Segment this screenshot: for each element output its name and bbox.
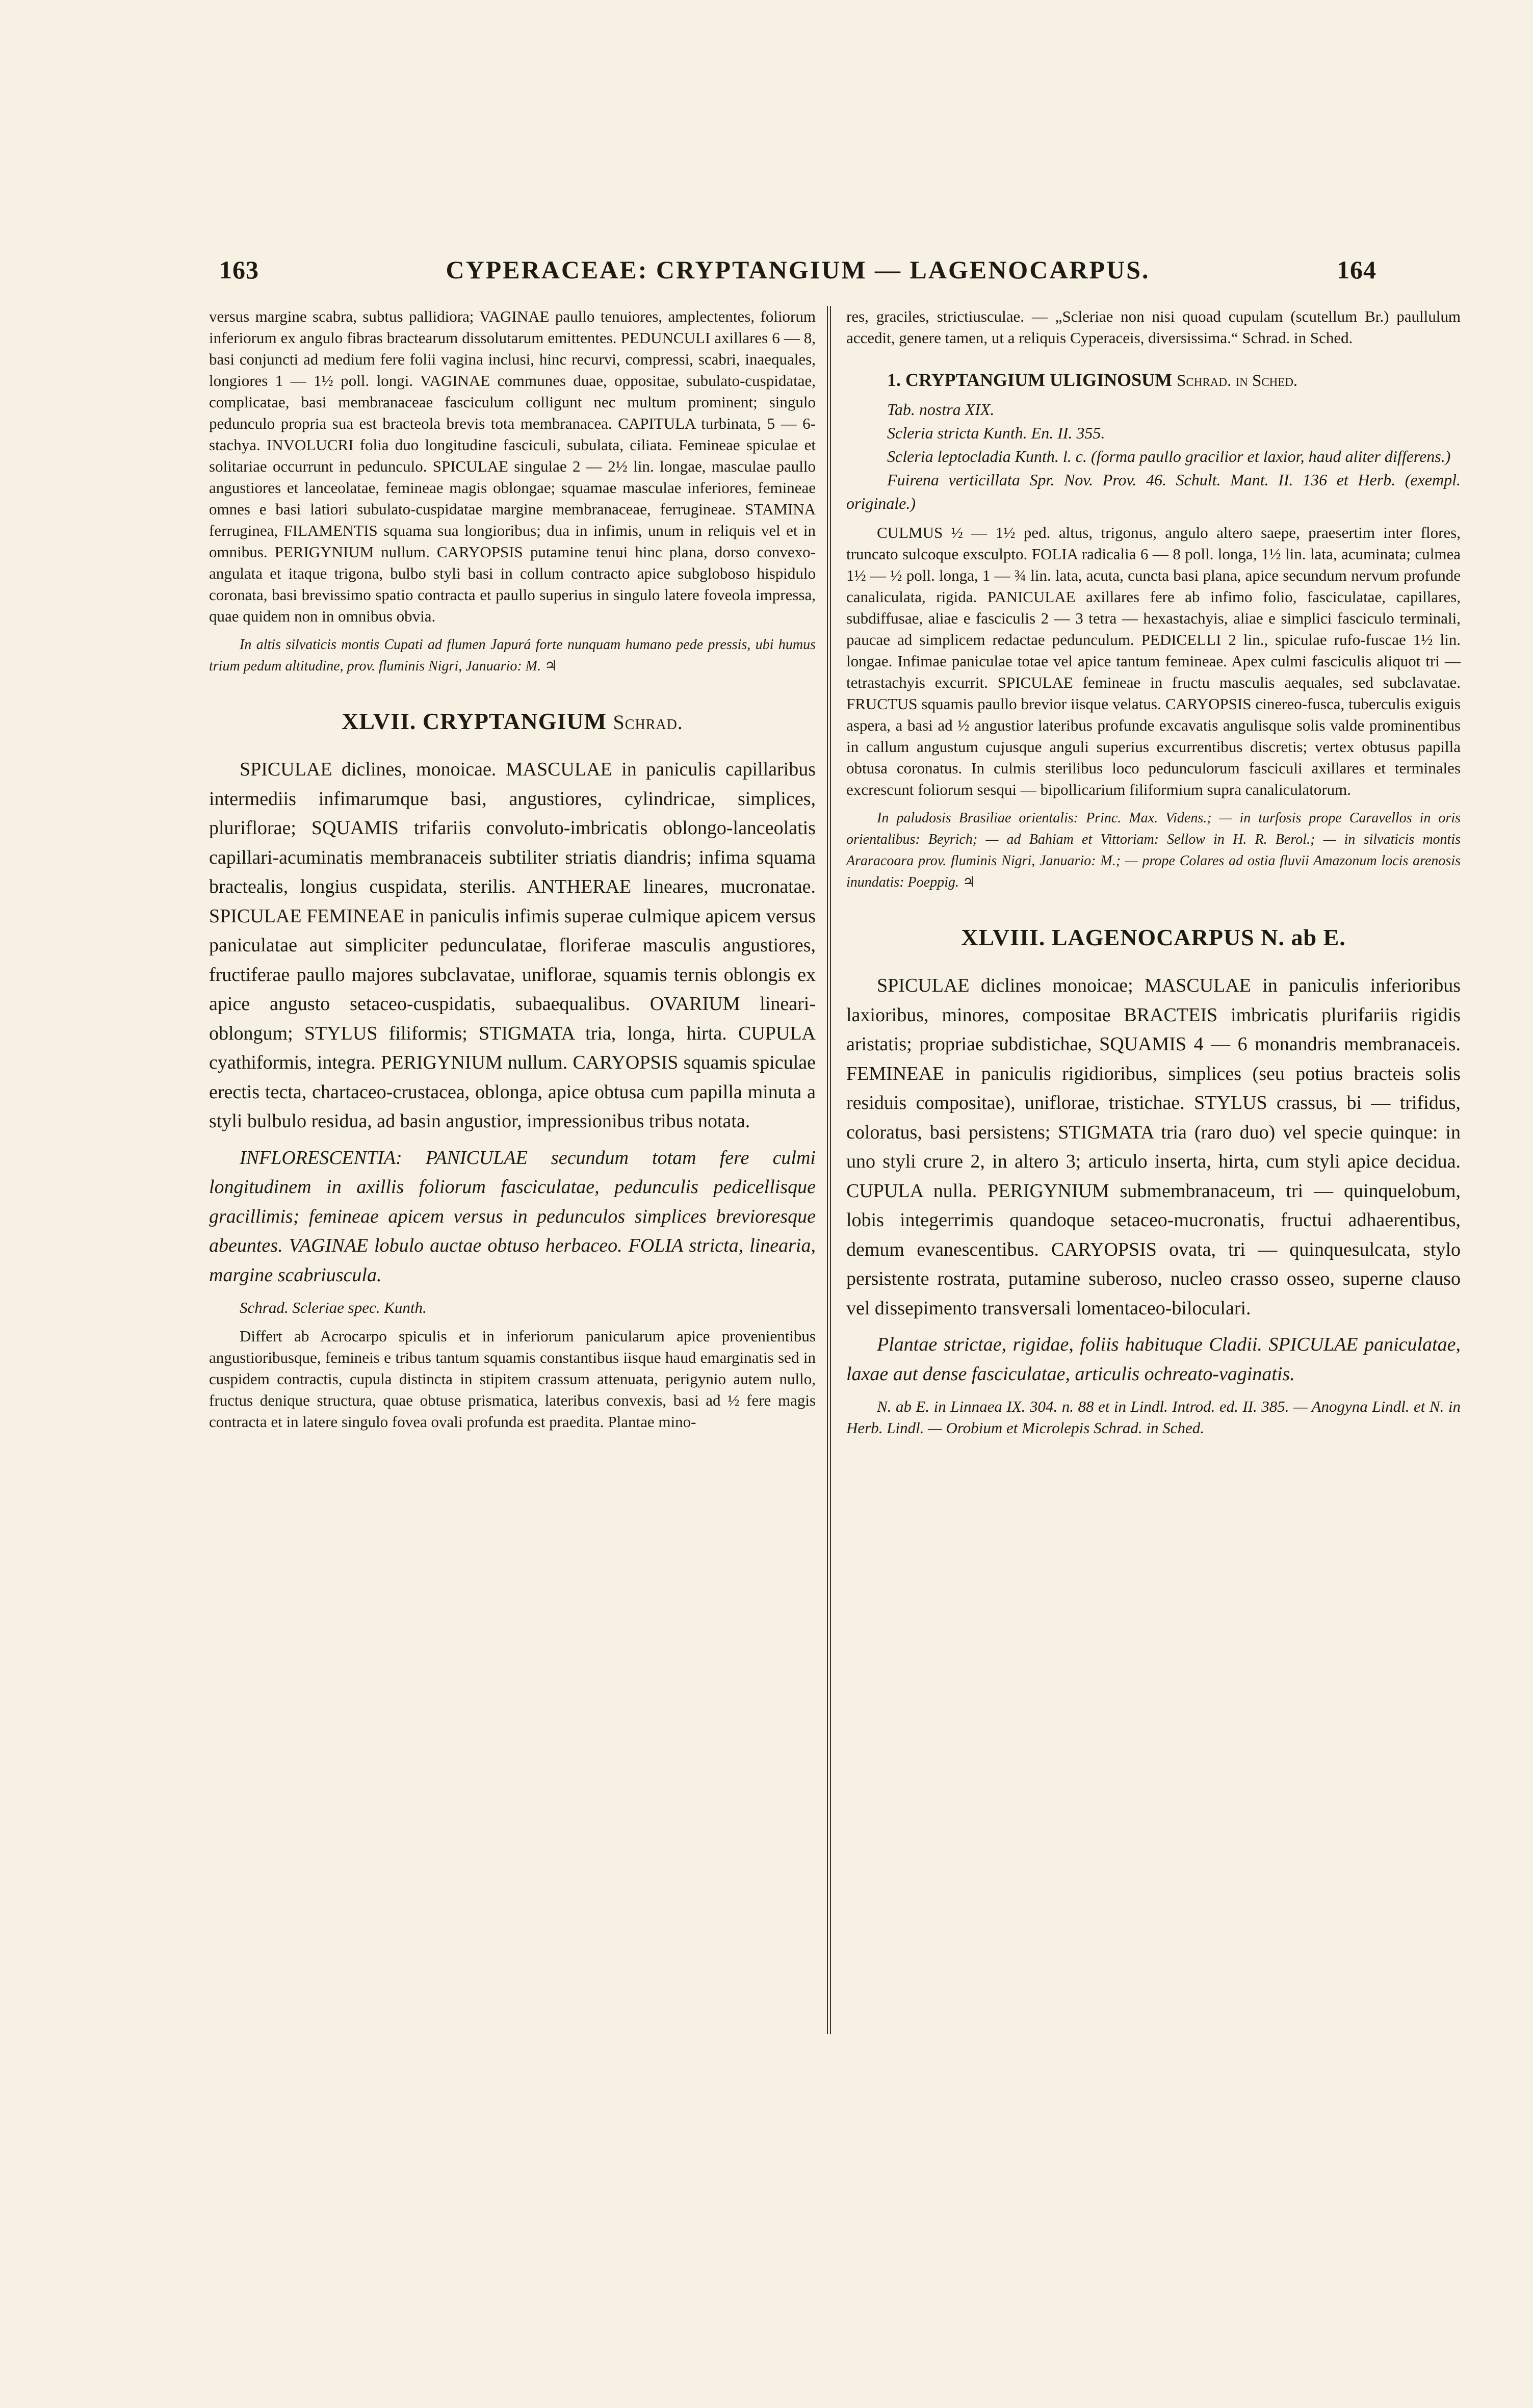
genus-name: XLVII. CRYPTANGIUM — [342, 708, 607, 734]
habit-paragraph: Plantae strictae, rigidae, foliis habituque Cladii. SPICULAE paniculatae, laxae aut dense fasciculatae, articulis ochreato-vaginatis. — [846, 1334, 1461, 1385]
description-paragraph: versus margine scabra, subtus pallidiora; VAGINAE paullo tenuiores, amplectentes, foliorum inferiorum ex angulo fibras bractearum dissolutarum emittentes. PEDUNCULI axillares 6 — 8, basi conjuncti ad medium fere folii vagina inclusi, hinc recurvi, compressi, scabri, inaequales, longiores 1 — 1½ poll. longi. VAGINAE communes duae, oppositae, subulato-cuspidatae, complicatae, basi membranaceae fasciculum colligunt nec multum prominent; singulo pedunculo propria sua est bracteola brevis tota membranacea. CAPITULA turbinata, 5 — 6-stachya. INVOLUCRI folia duo longitudine fasciculi, subulata, ciliata. Femineae spiculae et solitariae occurrunt in pedunculo. SPICULAE singulae 2 — 2½ lin. longae, masculae paullo angustiores et lanceolatae, femineae magis oblongae; squamae masculae inferiores, femineae omnes e basi latiori subulato-cuspidatae margine membranaceae, ferrugineae. STAMINA ferruginea, FILAMENTIS squama sua longioribus; dua in infimis, unum in reliquis vel et in omnibus. PERIGYNIUM nullum. CARYOPSIS putamine tenui hinc plana, dorso convexo-angulata et itaque trigona, bulbo styli basi in collum contracto apice subgloboso hispidulo coronata, basi brevissimo spatio contracta et paullo superius in singulo latere foveola impressa, quae quidem non in omnibus obvia. — [209, 307, 816, 625]
right-column — [846, 306, 1461, 1439]
references-paragraph: N. ab E. in Linnaea IX. 304. n. 88 et in Lindl. Introd. ed. II. 385. — Anogyna Lindl. et N. in Herb. Lindl. — Orobium et Microlepis Schrad. in Sched. — [846, 1397, 1461, 1437]
synonym-1: Scleria stricta Kunth. En. II. 355. — [887, 424, 1105, 442]
synonym-plate: Tab. nostra XIX. — [887, 400, 995, 419]
page-number-right: 164 — [1337, 255, 1376, 284]
left-column — [209, 306, 816, 1433]
differential-paragraph: Differt ab Acrocarpo spiculis et in inferiorum panicularum apice provenientibus angustioribusque, femineis e tribus tantum squamis constantibus iisque haud emarginatis sed in cuspidem contractis, cupula distincta in stipitem crassum attenuata, perigynio autem nullo, fructus denique structura, quae obtuse prismatica, lateribus convexis, basi ad ½ fere magis contracta et in latere singulo fovea ovali profunda est praedita. Plantae mino- — [209, 1327, 816, 1431]
genus-description: SPICULAE diclines monoicae; MASCULAE in paniculis inferioribus laxioribus, minores, compositae BRACTEIS imbricatis plurifariis rigidis aristatis; propriae subdistichae, SQUAMIS 4 — 6 monandris membranaceis. FEMINEAE in paniculis rigidioribus, simplices (seu potius bracteis solis residuis compositae), uniflorae, tristichae. STYLUS crassus, bi — trifidus, coloratus, basi persistens; STIGMATA tria (raro duo) vel specie quinque: in uno styli crure 2, in altero 3; articulo inserta, hirta, cum styli apice decidua. CUPULA nulla. PERIGYNIUM submembranaceum, tri — quinquelobum, lobis integerrimis quandoque setaceo-mucronatis, fructui adhaerentibus, demum evanescentibus. CARYOPSIS ovata, tri — quinquesulcata, stylo persistente rostrata, putamine suberoso, nucleo crasso osseo, superne clauso vel dissepimento transversali lomentaceo-biloculari. — [846, 975, 1461, 1319]
habitat-note: In altis silvaticis montis Cupati ad flumen Japurá forte nunquam humano pede pressis, ubi humus trium pedum altitudine, prov. fluminis Nigri, Januario: M. ♃ — [209, 637, 816, 674]
species-author: Schrad. in Sched. — [1177, 372, 1298, 390]
genus-author: Schrad. — [613, 711, 683, 734]
habitat-note: In paludosis Brasiliae orientalis: Princ. Max. Videns.; — in turfosis prope Caravellos in oris orientalibus: Beyrich; — ad Bahiam et Vittoriam: Sellow in H. R. Berol.; — in silvaticis montis Araracoara prov. fluminis Nigri, Januario: M.; — prope Colares ad ostia fluvii Amazonum locis arenosis inundatis: Poeppig. ♃ — [846, 810, 1461, 890]
species-description: CULMUS ½ — 1½ ped. altus, trigonus, angulo altero saepe, praesertim inter flores, truncato sulcoque exsculpto. FOLIA radicalia 6 — 8 poll. longa, 1½ lin. lata, acuminata; culmea 1½ — ½ poll. longa, 1 — ¾ lin. lata, acuta, cuncta basi plana, apice secundum nervum profunde canaliculata, rigida. PANICULAE axillares fere ab infimo folio, fasciculatae, capillares, subdiffusae, aliae e fasciculis 2 — 3 tetra — hexastachyis, aliae e simplici fasciculo terminali, paucae ad simplicem redactae pedunculum. PEDICELLI 2 lin., spiculae rufo-fuscae 1½ lin. longae. Infimae paniculae totae vel apice tantum femineae. Apex culmi fasciculis aliquot tri — tetrastachyis excurrit. SPICULAE femineae in fructu masculis aequales, sed subclavatae. FRUCTUS squamis paullo brevior iisque velatus. CARYOPSIS cinereo-fusca, tuberculis exiguis aspera, a basi ad ½ angustior lateribus profunde excavatis angulisque solis valde prominentibus in callum angustum cujusque anguli superius excurrentibus discretis; vertex obtusus papilla obtusa coronatus. In culmis sterilibus loco pedunculorum fasciculi axillares et terminales excrescunt foliorum sesqui — bipollicarium filiformium supra canaliculatorum. — [846, 524, 1461, 798]
species-name: 1. CRYPTANGIUM ULIGINOSUM — [887, 370, 1173, 390]
column-divider — [827, 306, 831, 2034]
genus-heading — [209, 708, 816, 735]
genus-heading: XLVIII. LAGENOCARPUS N. ab E. — [961, 924, 1346, 950]
continued-paragraph: res, graciles, strictiusculae. — „Scleriae non nisi quoad cupulam (scutellum Br.) paullulum accedit, genere tamen, ut a reliquis Cyperaceis, diversissima.“ Schrad. in Sched. — [846, 307, 1461, 347]
page-header — [219, 255, 1376, 291]
inflorescence-paragraph: INFLORESCENTIA: PANICULAE secundum totam fere culmi longitudinem in axillis foliorum fasciculatae, pedunculis pedicellisque gracillimis; femineae apicem versus in pedunculos simplices brevioresque abeuntes. VAGINAE lobulo auctae obtuso herbaceo. FOLIA stricta, linearia, margine scabriuscula. — [209, 1147, 816, 1286]
species-heading — [846, 369, 1461, 391]
page-number-left: 163 — [219, 255, 259, 284]
synonym-line: Schrad. Scleriae spec. Kunth. — [240, 1299, 427, 1316]
running-title: CYPERACEAE: CRYPTANGIUM — LAGENOCARPUS. — [446, 255, 1150, 284]
synonym-2: Scleria leptocladia Kunth. l. c. (forma paullo gracilior et laxior, haud aliter differens.) — [887, 447, 1451, 465]
synonym-3: Fuirena verticillata Spr. Nov. Prov. 46. Schult. Mant. II. 136 et Herb. (exempl. originale.) — [846, 471, 1461, 512]
genus-description: SPICULAE diclines, monoicae. MASCULAE in paniculis capillaribus intermediis infimarumque basi, angustiores, cylindricae, simplices, pluriflorae; SQUAMIS trifariis convoluto-imbricatis oblongo-lanceolatis capillari-acuminatis membranaceis subtiliter striatis diandris; infima squama bractealis, longius cuspidata, sterilis. ANTHERAE lineares, mucronatae. SPICULAE FEMINEAE in paniculis infimis superae culmique apicem versus paniculatae aut simpliciter pedunculatae, floriferae masculis angustiores, fructiferae paullo majores subclavatae, uniflorae, squamis ternis oblongis ex apice angusto setaceo-cuspidatis, subaequalibus. OVARIUM lineari-oblongum; STYLUS filiformis; STIGMATA tria, longa, hirta. CUPULA cyathiformis, integra. PERIGYNIUM nullum. CARYOPSIS squamis spiculae erectis tecta, chartaceo-crustacea, oblonga, apice obtusa cum papilla minuta a styli bulbulo residua, ad basin angustior, impressionibus tribus notata. — [209, 759, 816, 1132]
